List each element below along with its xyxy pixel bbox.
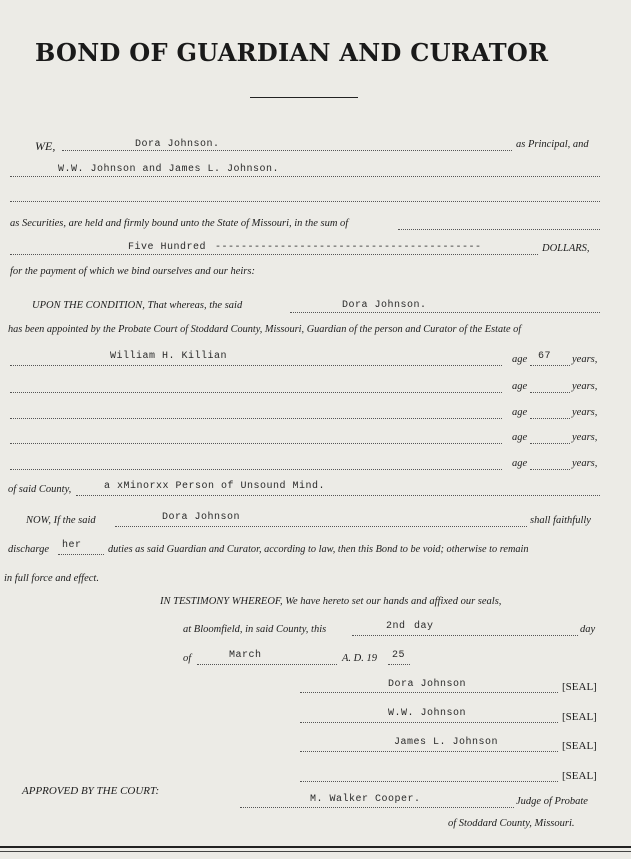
- we-label: WE,: [35, 139, 56, 153]
- as-principal-label: as Principal, and: [516, 139, 589, 150]
- of-label: of: [183, 653, 192, 664]
- years-label: years,: [572, 432, 598, 443]
- bottom-rule: [0, 846, 631, 848]
- signature-name: James L. Johnson: [394, 737, 499, 748]
- sum-amount: Five Hundred: [128, 242, 207, 253]
- seal-label: [SEAL]: [562, 681, 597, 693]
- full-force-text: in full force and effect.: [4, 573, 99, 584]
- document-title: BOND OF GUARDIAN AND CURATOR: [35, 38, 549, 67]
- ad-label: A. D. 19: [342, 653, 377, 664]
- month-value: March: [229, 650, 262, 661]
- seal-label: [SEAL]: [562, 740, 597, 752]
- county-value: a xMinorxx Person of Unsound Mind.: [104, 481, 326, 492]
- principal-name: Dora Johnson.: [135, 139, 220, 150]
- age-label: age: [512, 458, 528, 469]
- condition-name: Dora Johnson.: [342, 300, 427, 311]
- ward-age: 67: [538, 351, 552, 362]
- age-label: age: [512, 381, 528, 392]
- judge-name: M. Walker Cooper.: [310, 794, 421, 805]
- now-name: Dora Johnson: [162, 512, 241, 523]
- years-label: years,: [572, 381, 598, 392]
- signature-name: W.W. Johnson: [388, 708, 467, 719]
- years-label: years,: [572, 354, 598, 365]
- ward-name: William H. Killian: [110, 351, 228, 362]
- age-label: age: [512, 432, 528, 443]
- day-value: 2nd: [386, 621, 406, 632]
- pronoun: her: [62, 540, 82, 551]
- county-label: of said County,: [8, 484, 72, 495]
- dollars-label: DOLLARS,: [542, 243, 590, 254]
- payment-text: for the payment of which we bind ourselves and our heirs:: [10, 266, 255, 277]
- signature-name: Dora Johnson: [388, 679, 467, 690]
- day-word: day: [414, 621, 434, 632]
- sureties-names: W.W. Johnson and James L. Johnson.: [58, 164, 280, 175]
- condition-label: UPON THE CONDITION, That whereas, the said: [32, 300, 243, 311]
- seal-label: [SEAL]: [562, 711, 597, 723]
- bottom-rule-thin: [0, 851, 631, 852]
- securities-text: as Securities, are held and firmly bound unto the State of Missouri, in the sum of: [10, 218, 349, 229]
- seal-label: [SEAL]: [562, 770, 597, 782]
- years-label: years,: [572, 407, 598, 418]
- duties-text: duties as said Guardian and Curator, according to law, then this Bond to be void; otherwise to remain: [108, 544, 529, 555]
- faithfully-label: shall faithfully: [530, 515, 591, 526]
- years-label: years,: [572, 458, 598, 469]
- testimony-text: IN TESTIMONY WHEREOF, We have hereto set our hands and affixed our seals,: [160, 596, 502, 607]
- county-signature: of Stoddard County, Missouri.: [448, 818, 575, 829]
- approved-label: APPROVED BY THE COURT:: [22, 785, 160, 797]
- discharge-label: discharge: [8, 544, 50, 555]
- appointed-text: has been appointed by the Probate Court of Stoddard County, Missouri, Guardian of the person and Curator of the Estate of: [8, 324, 522, 335]
- day-label: day: [580, 624, 596, 635]
- year-value: 25: [392, 650, 406, 661]
- bond-document: BOND OF GUARDIAN AND CURATOR WE, Dora Johnson. as Principal, and W.W. Johnson and James L. Johnson. as Securities, are held and firmly bound unto the State of Missouri, in the sum of Five Hundred ----------------------------------------- DOLLARS, for the payment of which we bind ourselves and our heirs: UPON THE CONDITION, That whereas, the said Dora Johnson. has been appointed by the Probate Court of Stoddard County, Missouri, Guardian of the person and Curator of the Estate of William H. Killian age 67 years, age years, age years, age years, age years, of said County, a xMinorxx Person of Unsound Mind. NOW, If the said Dora Johnson shall faithfully discharge her duties as said Guardian and Curator, according to law, then this Bond to be void; otherwise to remain in full force and effect. IN TESTIMONY WHEREOF, We have hereto set our hands and affixed our seals, at Bloomfield, in said County, this 2nd day day of March A. D. 19 25 Dora Johnson [SEAL] W.W. Johnson [SEAL] James L. Johnson [SEAL] [SEAL] APPROVED BY THE COURT: M. Walker Cooper. Judge of Probate of Stoddard County, Missouri.: [0, 0, 631, 859]
- title-underline: [250, 97, 358, 98]
- age-label: age: [512, 407, 528, 418]
- now-label: NOW, If the said: [26, 515, 96, 526]
- age-label: age: [512, 354, 528, 365]
- at-text: at Bloomfield, in said County, this: [183, 624, 327, 635]
- judge-label: Judge of Probate: [516, 796, 588, 807]
